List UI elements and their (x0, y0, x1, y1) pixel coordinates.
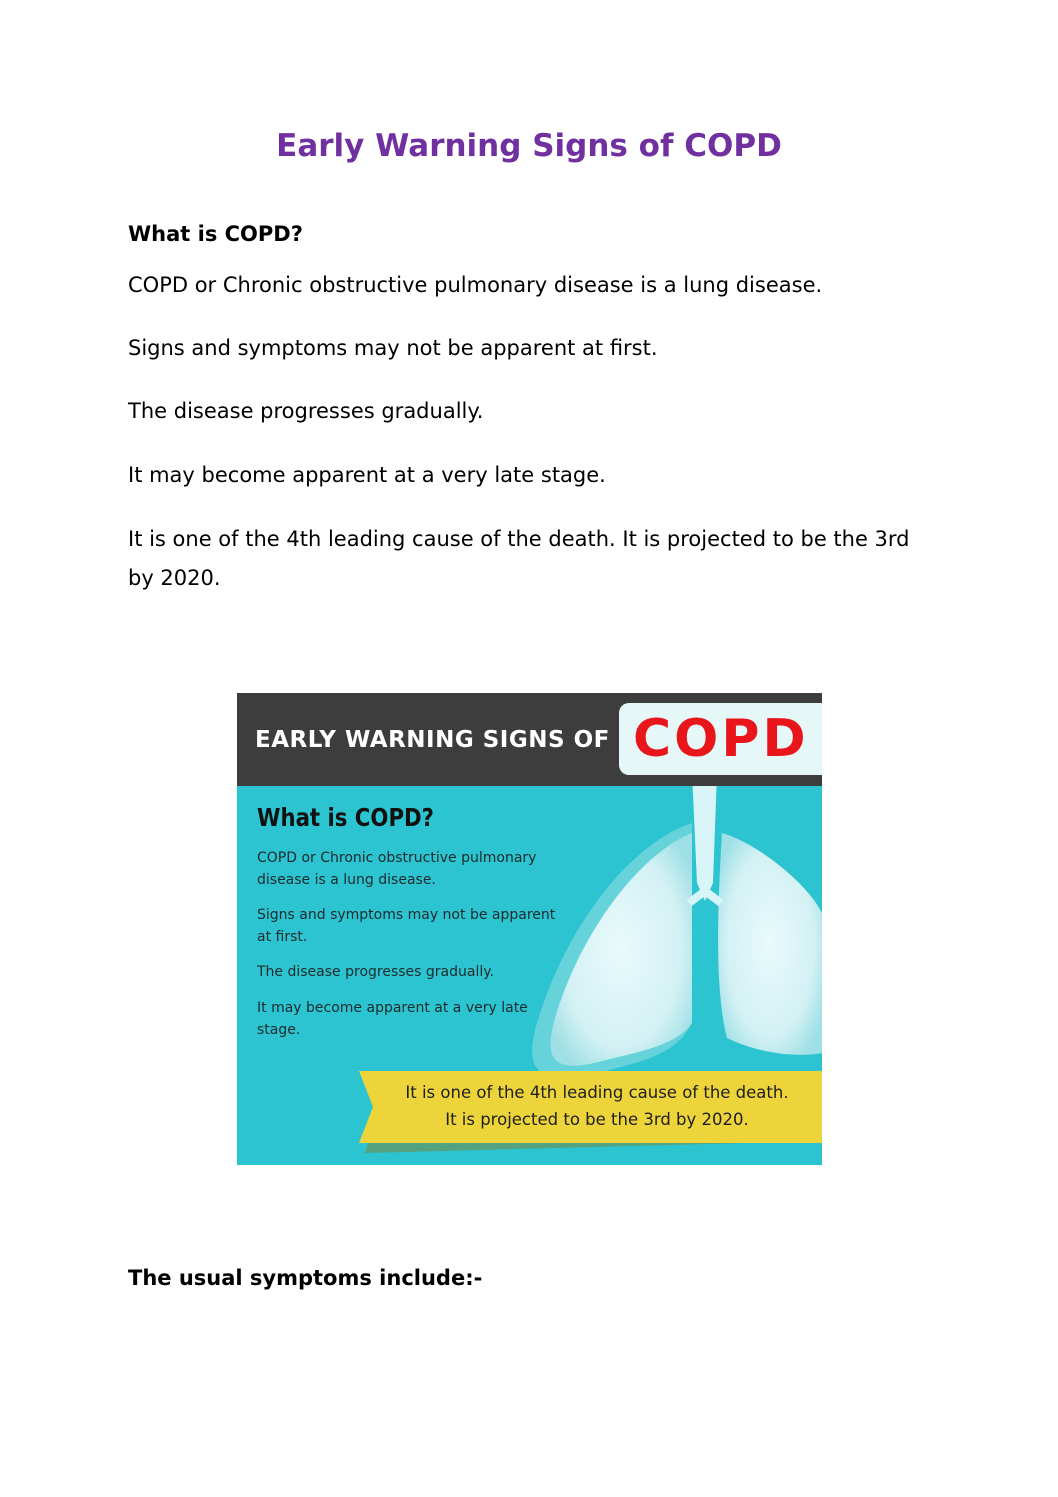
copd-label: COPD (633, 709, 809, 769)
what-is-copd-heading: What is COPD? (128, 222, 303, 246)
infographic-line: Signs and symptoms may not be apparent at first. (257, 907, 556, 945)
paragraph: COPD or Chronic obstructive pulmonary disease is a lung disease. (128, 273, 823, 297)
page-title: Early Warning Signs of COPD (276, 128, 782, 164)
paragraph: The disease progresses gradually. (128, 399, 484, 423)
banner-text (377, 1079, 817, 1133)
infographic-line: It may become apparent at a very late stage. (257, 1000, 528, 1038)
paragraph: It is one of the 4th leading cause of the death. It is projected to be the 3rd by 2020. (128, 527, 910, 590)
infographic-line: COPD or Chronic obstructive pulmonary disease is a lung disease. (257, 850, 537, 888)
banner-line-2: It is projected to be the 3rd by 2020. (445, 1110, 749, 1129)
paragraph: It may become apparent at a very late stage. (128, 463, 606, 487)
usual-symptoms-heading: The usual symptoms include:- (128, 1266, 483, 1290)
banner-line-1: It is one of the 4th leading cause of the death. (405, 1083, 789, 1102)
infographic-subtitle: What is COPD? (257, 803, 434, 832)
infographic-header-text: EARLY WARNING SIGNS OF (255, 727, 610, 753)
copd-infographic (237, 693, 822, 1165)
paragraph: Signs and symptoms may not be apparent at first. (128, 336, 658, 360)
infographic-line: The disease progresses gradually. (257, 964, 494, 980)
